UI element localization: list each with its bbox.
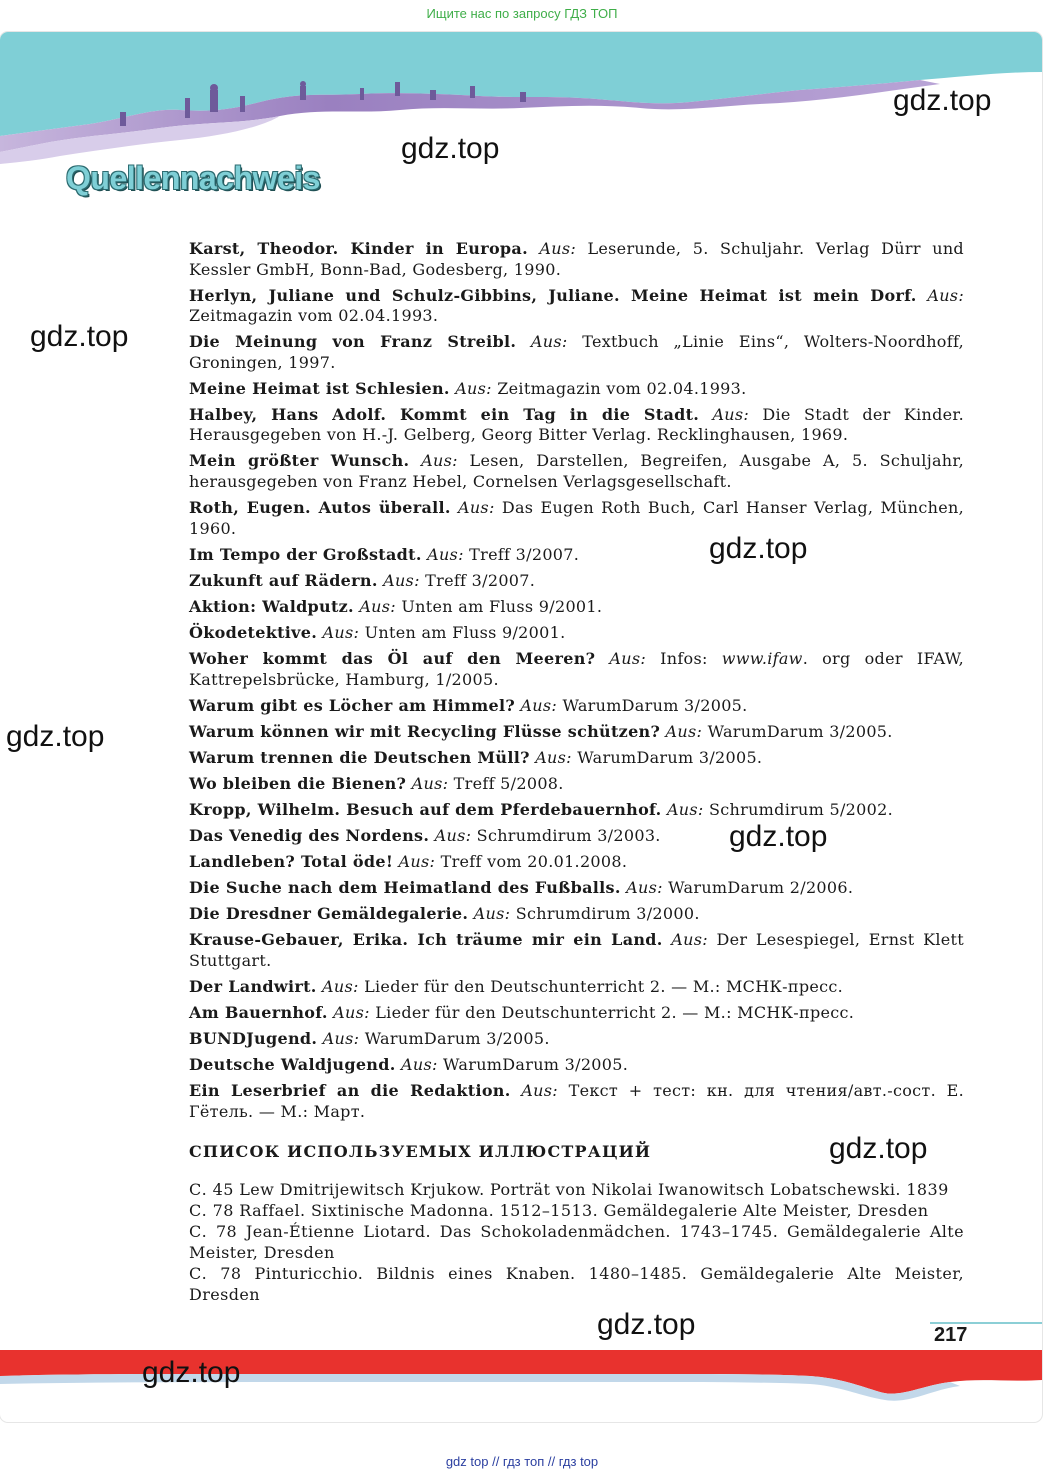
watermark: gdz.top <box>401 132 500 165</box>
illustrations-list <box>189 1179 964 1305</box>
source-entry: Krause-Gebauer, Erika. Ich träume mir ein Land. Aus: Der Lesespiegel, Ernst Klett Stuttgart. <box>189 930 965 970</box>
illustration-entry: С. 78 Jean-Étienne Liotard. Das Schokoladenmädchen. 1743–1745. Gemäldegalerie Alte Meister, Dresden <box>189 1222 964 1262</box>
illustrations-heading: СПИСОК ИСПОЛЬЗУЕМЫХ ИЛЛЮСТРАЦИЙ <box>189 1142 652 1161</box>
watermark: gdz.top <box>729 820 828 853</box>
source-entry: Warum gibt es Löcher am Himmel? Aus: WarumDarum 3/2005. <box>189 695 748 715</box>
illustration-entry: С. 78 Pinturicchio. Bildnis eines Knaben. 1480–1485. Gemäldegalerie Alte Meister, Dresden <box>189 1264 964 1304</box>
source-entry: Wo bleiben die Bienen? Aus: Treff 5/2008. <box>189 773 564 793</box>
watermark: gdz.top <box>829 1132 928 1165</box>
source-entry: Die Meinung von Franz Streibl. Aus: Textbuch „Linie Eins“, Wolters-Noordhoff, Groningen, 1997. <box>189 332 965 372</box>
watermark: gdz.top <box>6 720 105 753</box>
source-entry: Kropp, Wilhelm. Besuch auf dem Pferdebauernhof. Aus: Schrumdirum 5/2002. <box>189 800 893 819</box>
watermark: gdz.top <box>597 1308 696 1341</box>
source-entry: Warum trennen die Deutschen Müll? Aus: WarumDarum 3/2005. <box>189 747 763 767</box>
source-entry: Ökodetektive. Aus: Unten am Fluss 9/2001. <box>189 622 566 642</box>
source-entry: Am Bauernhof. Aus: Lieder für den Deutschunterricht 2. — M.: МСНК-пресс. <box>189 1003 855 1023</box>
source-entry: Warum können wir mit Recycling Flüsse schützen? Aus: WarumDarum 3/2005. <box>189 721 893 741</box>
source-entry: Das Venedig des Nordens. Aus: Schrumdirum 3/2003. <box>189 826 661 846</box>
bottom-note: gdz top // гдз топ // гдз top <box>445 1454 599 1469</box>
source-entry: Der Landwirt. Aus: Lieder für den Deutschunterricht 2. — M.: МСНК-пресс. <box>189 977 844 997</box>
source-entry: Landleben? Total öde! Aus: Treff vom 20.01.2008. <box>189 852 628 872</box>
source-entry: Karst, Theodor. Kinder in Europa. Aus: Leserunde, 5. Schuljahr. Verlag Dürr und Kessler GmbH, Bonn-Bad, Godesberg, 1990. <box>189 239 964 279</box>
sources-list <box>189 239 964 1128</box>
page-number: 217 <box>934 1324 968 1346</box>
source-entry: BUNDJugend. Aus: WarumDarum 3/2005. <box>189 1029 550 1049</box>
source-entry: Aktion: Waldputz. Aus: Unten am Fluss 9/2001. <box>189 596 603 616</box>
book-page <box>0 32 1042 1422</box>
page-title: Quellennachweis <box>66 160 320 196</box>
source-entry: Herlyn, Juliane und Schulz-Gibbins, Juliane. Meine Heimat ist mein Dorf. Aus: Zeitmagazin vom 02.04.1993. <box>189 285 965 326</box>
source-entry: Roth, Eugen. Autos überall. Aus: Das Eugen Roth Buch, Carl Hanser Verlag, München, 1960. <box>189 498 965 538</box>
watermark: gdz.top <box>709 532 808 565</box>
source-entry: Deutsche Waldjugend. Aus: WarumDarum 3/2005. <box>189 1055 629 1075</box>
source-entry: Im Tempo der Großstadt. Aus: Treff 3/2007. <box>189 544 580 564</box>
source-entry: Zukunft auf Rädern. Aus: Treff 3/2007. <box>189 570 536 590</box>
illustration-entry: С. 78 Raffael. Sixtinische Madonna. 1512–1513. Gemäldegalerie Alte Meister, Dresden <box>189 1201 929 1220</box>
source-entry: Mein größter Wunsch. Aus: Lesen, Darstellen, Begreifen, Ausgabe A, 5. Schuljahr, herausgegeben von Franz Hebel, Cornelsen Verlagsgesellschaft. <box>189 451 964 491</box>
watermark: gdz.top <box>30 320 129 353</box>
top-note: Ищите нас по запросу ГДЗ ТОП <box>426 6 618 21</box>
source-entry: Die Suche nach dem Heimatland des Fußballs. Aus: WarumDarum 2/2006. <box>189 878 854 898</box>
source-entry: Halbey, Hans Adolf. Kommt ein Tag in die Stadt. Aus: Die Stadt der Kinder. Herausgegeben von H.-J. Gelberg, Georg Bitter Verlag. Recklinghausen, 1969. <box>189 404 964 445</box>
source-entry: Meine Heimat ist Schlesien. Aus: Zeitmagazin vom 02.04.1993. <box>189 378 747 398</box>
source-entry: Ein Leserbrief an die Redaktion. Aus: Текст + тест: кн. для чтения/авт.-сост. Е. Гётель. — М.: Март. <box>189 1081 964 1121</box>
watermark: gdz.top <box>142 1356 241 1389</box>
source-entry: Die Dresdner Gemäldegalerie. Aus: Schrumdirum 3/2000. <box>189 904 700 924</box>
illustration-entry: С. 45 Lew Dmitrijewitsch Krjukow. Porträt von Nikolai Iwanowitsch Lobatschewski. 1839 <box>189 1180 949 1199</box>
watermark: gdz.top <box>893 84 992 117</box>
source-entry: Woher kommt das Öl auf den Meeren? Aus: Infos: www.ifaw. org oder IFAW, Kattrepelsbrücke, Hamburg, 1/2005. <box>189 649 964 689</box>
